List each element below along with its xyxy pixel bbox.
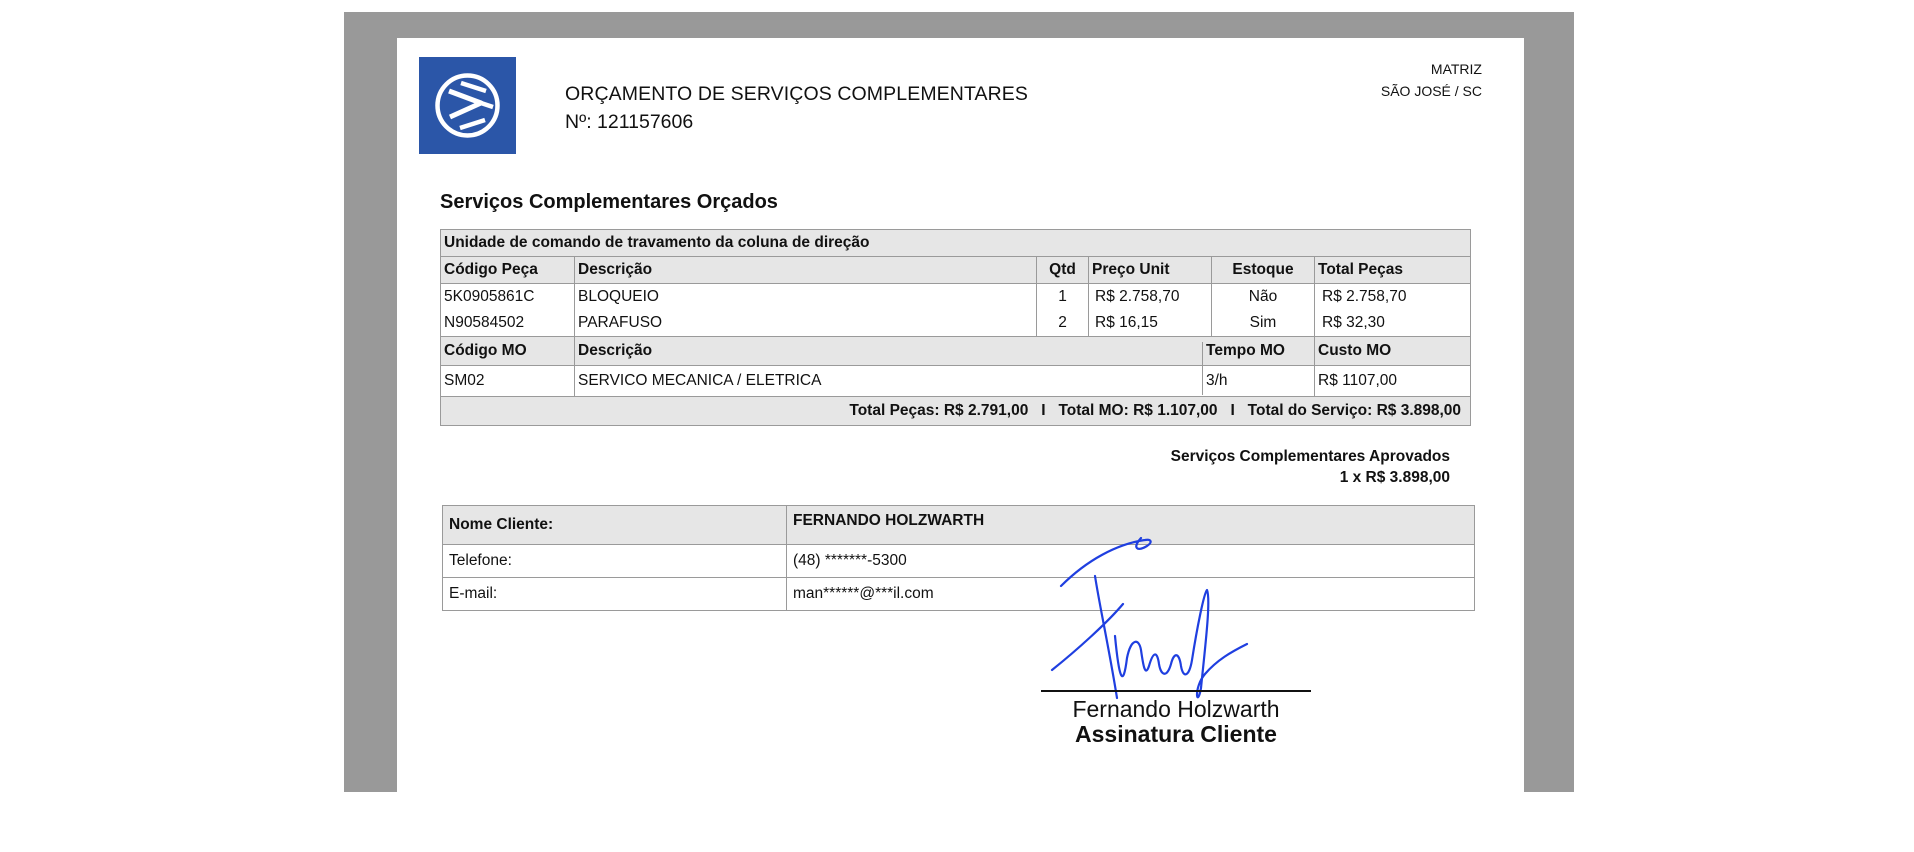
part-qty: 2 bbox=[1037, 310, 1089, 337]
part-unit-price: R$ 16,15 bbox=[1089, 310, 1212, 337]
labor-header-code: Código MO bbox=[441, 337, 575, 366]
parts-header-qty: Qtd bbox=[1037, 257, 1089, 284]
totals-text: Total Peças: R$ 2.791,00 I Total MO: R$ 1.107,00 I Total do Serviço: R$ 3.898,00 bbox=[441, 397, 1471, 426]
part-total: R$ 2.758,70 bbox=[1315, 284, 1471, 311]
part-code: 5K0905861C bbox=[441, 284, 575, 311]
client-phone-label: Telefone: bbox=[443, 545, 787, 578]
part-stock: Não bbox=[1212, 284, 1315, 311]
labor-header-cost: Custo MO bbox=[1315, 337, 1471, 366]
client-phone: (48) *******-5300 bbox=[787, 545, 1475, 578]
signature-label: Assinatura Cliente bbox=[1075, 721, 1277, 747]
part-stock: Sim bbox=[1212, 310, 1315, 337]
labor-header-time: Tempo MO bbox=[1206, 342, 1285, 359]
labor-code: SM02 bbox=[441, 366, 575, 397]
labor-cost: R$ 1107,00 bbox=[1315, 366, 1471, 397]
signature-line bbox=[1041, 690, 1311, 692]
labor-header-desc-label: Descrição bbox=[578, 342, 653, 359]
document-number: Nº: 121157606 bbox=[565, 111, 694, 133]
signer-name: Fernando Holzwarth bbox=[1072, 696, 1280, 722]
branch-name: MATRIZ bbox=[1430, 61, 1482, 77]
part-code: N90584502 bbox=[441, 310, 575, 337]
section-title: Serviços Complementares Orçados bbox=[440, 191, 778, 213]
parts-header-stock: Estoque bbox=[1212, 257, 1315, 284]
approved-label: Serviços Complementares Aprovados bbox=[1170, 448, 1450, 465]
part-total: R$ 32,30 bbox=[1315, 310, 1471, 337]
part-unit-price: R$ 2.758,70 bbox=[1089, 284, 1212, 311]
client-email: man******@***il.com bbox=[787, 578, 1475, 611]
service-group-title: Unidade de comando de travamento da coluna de direção bbox=[441, 230, 1471, 257]
branch-location: SÃO JOSÉ / SC bbox=[1380, 83, 1482, 99]
approved-value: 1 x R$ 3.898,00 bbox=[1339, 469, 1450, 486]
parts-header-total: Total Peças bbox=[1315, 257, 1471, 284]
document-title: ORÇAMENTO DE SERVIÇOS COMPLEMENTARES bbox=[565, 83, 1029, 105]
part-desc: PARAFUSO bbox=[575, 310, 1037, 337]
document-page bbox=[397, 38, 1524, 798]
part-desc: BLOQUEIO bbox=[575, 284, 1037, 311]
parts-header-code: Código Peça bbox=[441, 257, 575, 284]
handwritten-signature bbox=[397, 38, 1524, 798]
parts-header-desc: Descrição bbox=[575, 257, 1037, 284]
client-name-label: Nome Cliente: bbox=[443, 506, 787, 545]
labor-time: 3/h bbox=[1206, 372, 1228, 389]
parts-header-unit: Preço Unit bbox=[1089, 257, 1212, 284]
client-email-label: E-mail: bbox=[443, 578, 787, 611]
client-name: FERNANDO HOLZWARTH bbox=[787, 506, 1475, 545]
labor-desc: SERVICO MECANICA / ELETRICA bbox=[578, 372, 822, 389]
part-qty: 1 bbox=[1037, 284, 1089, 311]
